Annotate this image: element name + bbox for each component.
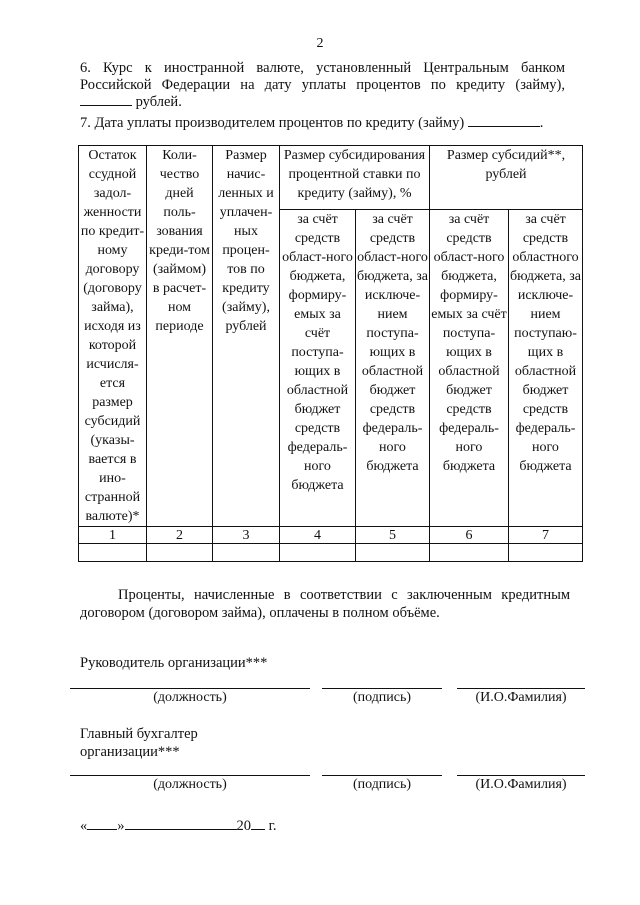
item-6-text: 6. Курс к иностранной валюте, установленный Центральным банком Российской Федерации на дату уплаты процентов по кредиту (займу), (80, 60, 565, 93)
year-suffix: г. (268, 818, 277, 834)
head-name-line[interactable] (457, 688, 585, 689)
chief-position-caption: (должность) (153, 777, 227, 792)
date-open-quote: « (80, 818, 88, 834)
chief-signature-line[interactable] (322, 775, 442, 776)
year-blank[interactable] (251, 815, 265, 830)
page-number: 2 (316, 36, 324, 51)
year-prefix: 20 (236, 818, 251, 834)
head-title: Руководитель организации*** (80, 655, 268, 671)
chief-name-caption: (И.О.Фамилия) (475, 777, 567, 792)
header-loan-balance: Остаток ссудной задол-женности по кредит-ному договору (договору займа), исходя из которой исчисля-ется размер субсидий (указы-вается в ино-странной валюте)* (79, 146, 147, 527)
day-blank[interactable] (87, 815, 117, 830)
data-cell[interactable] (79, 544, 147, 562)
item-6-suffix: рублей. (135, 94, 182, 110)
header-subsidy-federal: за счёт средств област-ного бюджета, формиру-емых за счёт поступа-ющих в областной бюджет средств федераль-ного бюджета (430, 210, 509, 527)
chief-accountant-title (80, 725, 198, 761)
header-subsidy-group: Размер субсидий**, рублей (430, 146, 583, 210)
chief-signature-caption: (подпись) (352, 777, 412, 792)
chief-position-line[interactable] (70, 775, 310, 776)
column-number: 6 (430, 527, 509, 544)
header-days: Коли-чество дней поль-зования креди-том (займом) в расчет-ном периоде (147, 146, 213, 527)
head-signature-caption: (подпись) (352, 690, 412, 705)
data-cell[interactable] (280, 544, 356, 562)
column-number: 7 (509, 527, 583, 544)
date-field (80, 815, 277, 835)
header-interest: Размер начис-ленных и уплачен-ных процен-тов по кредиту (займу), рублей (213, 146, 280, 527)
header-rate-group: Размер субсидирования процентной ставки по кредиту (займу), % (280, 146, 430, 210)
exchange-rate-blank[interactable] (80, 105, 132, 106)
payment-date-blank[interactable] (468, 126, 540, 127)
data-cell[interactable] (356, 544, 430, 562)
header-rate-federal: за счёт средств област-ного бюджета, формиру-емых за счёт поступа-ющих в областной бюджет средств федераль-ного бюджета (280, 210, 356, 527)
column-number: 2 (147, 527, 213, 544)
head-position-line[interactable] (70, 688, 310, 689)
data-cell[interactable] (430, 544, 509, 562)
head-position-caption: (должность) (153, 690, 227, 705)
header-subsidy-regional: за счёт средств областного бюджета, за исключе-нием поступаю-щих в областной бюджет средств федераль-ного бюджета (509, 210, 583, 527)
column-number: 3 (213, 527, 280, 544)
item-7-payment-date: 7. Дата уплаты производителем процентов по кредиту (займу) . (80, 115, 544, 131)
header-rate-regional: за счёт средств област-ного бюджета, за исключе-нием поступа-ющих в областной бюджет средств федераль-ного бюджета (356, 210, 430, 527)
subsidy-table (78, 145, 583, 562)
month-blank[interactable] (125, 815, 237, 830)
column-number: 5 (356, 527, 430, 544)
data-cell[interactable] (213, 544, 280, 562)
closing-statement: Проценты, начисленные в соответствии с заключенным кредитным договором (договором займа), оплачены в полном объёме. (80, 587, 570, 621)
column-number: 1 (79, 527, 147, 544)
item-7-text: 7. Дата уплаты производителем процентов по кредиту (займу) (80, 115, 465, 131)
chief-name-line[interactable] (457, 775, 585, 776)
date-close-quote: » (117, 818, 125, 834)
chief-title-line-2: организации*** (80, 744, 180, 760)
data-cell[interactable] (509, 544, 583, 562)
item-6-exchange-rate (80, 60, 565, 111)
chief-title-line-1: Главный бухгалтер (80, 726, 198, 742)
head-signature-line[interactable] (322, 688, 442, 689)
head-name-caption: (И.О.Фамилия) (475, 690, 567, 705)
data-cell[interactable] (147, 544, 213, 562)
column-number: 4 (280, 527, 356, 544)
